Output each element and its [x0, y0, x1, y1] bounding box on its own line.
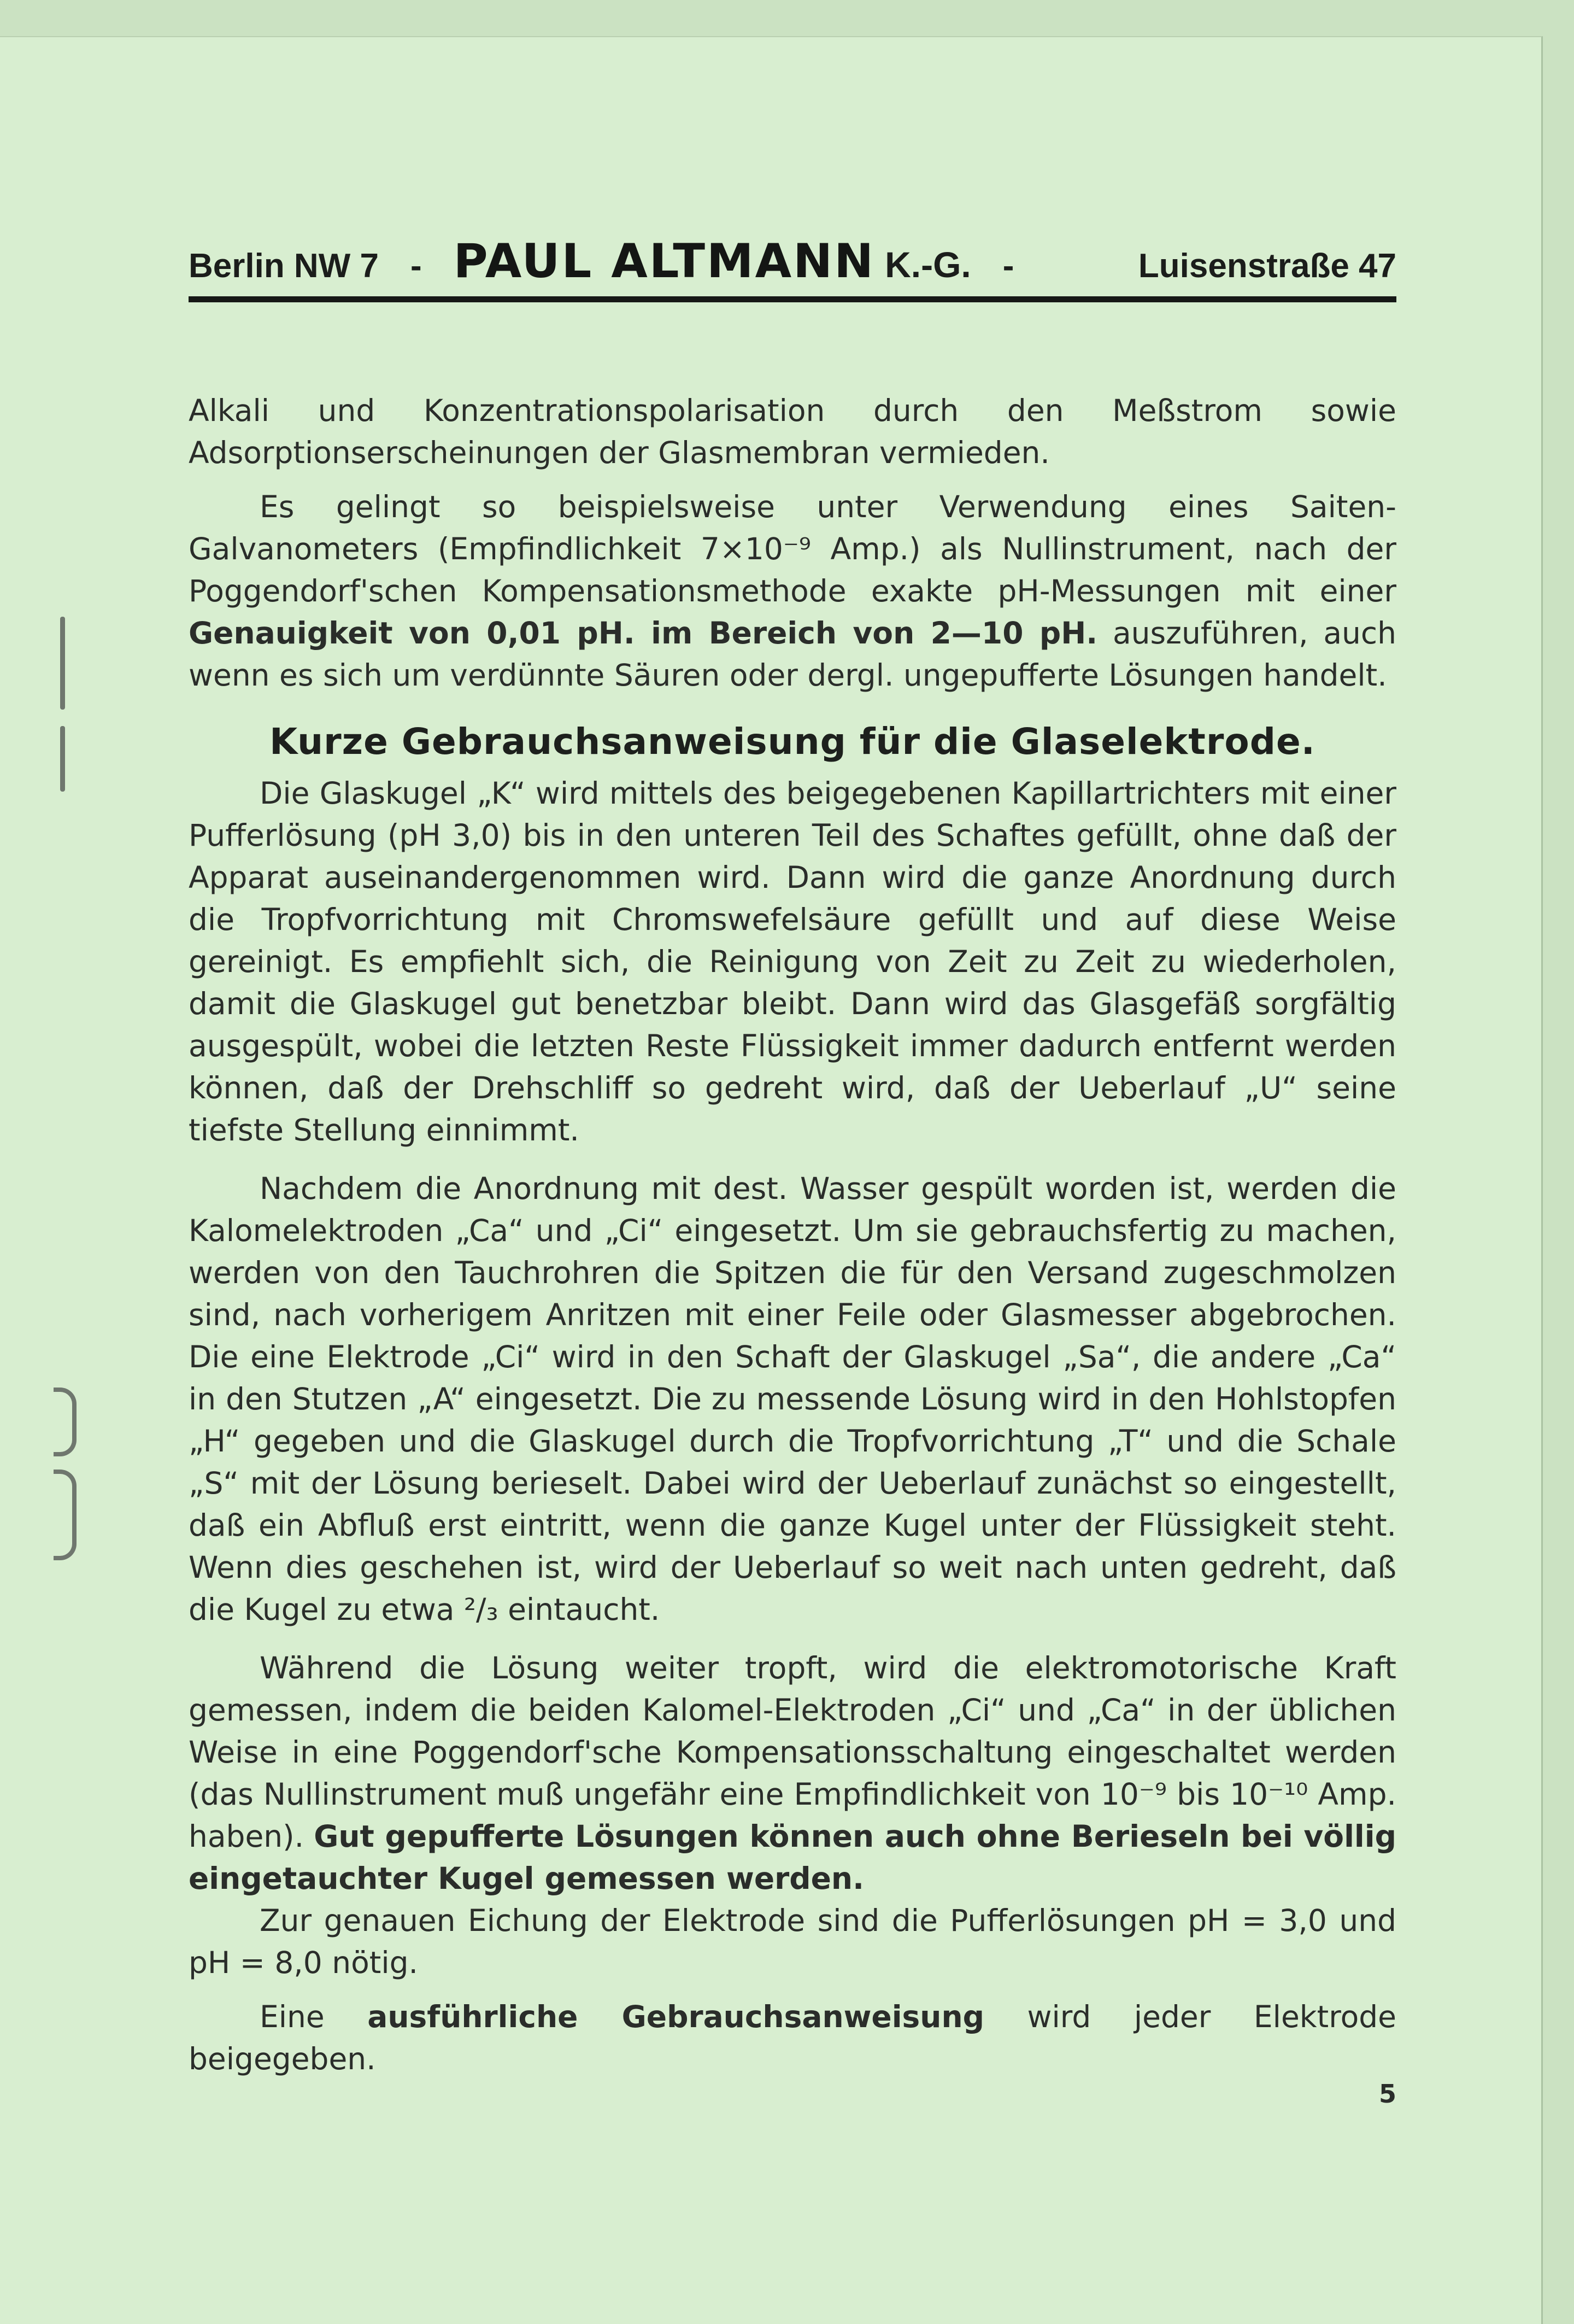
- accuracy-statement: Genauigkeit von 0,01 pH. im Bereich von 2—10 pH.: [189, 616, 1098, 651]
- header-separator: -: [1002, 247, 1014, 285]
- staple-mark: [60, 617, 65, 710]
- header-address: Luisenstraße 47: [1138, 247, 1396, 285]
- buffered-solutions-note: Gut gepufferte Lösungen können auch ohne Berieseln bei völlig eingetauchter Kugel gemessen werden.: [189, 1819, 1396, 1896]
- header-city: Berlin NW 7: [189, 247, 379, 285]
- header-firm-suffix: K.-G.: [885, 244, 971, 285]
- header-separator: -: [410, 247, 422, 285]
- section-heading: Kurze Gebrauchsanweisung für die Glaselektrode.: [269, 721, 1315, 763]
- instructions-paragraph-2: Nachdem die Anordnung mit dest. Wasser gespült worden ist, werden die Kalomelektroden „Ca“ und „Ci“ eingesetzt. Um sie gebrauchsfertig zu machen, werden von den Tauchrohren die Spitzen die für den Versand zugeschmolzen sind, nach vorherigem Anritzen mit einer Feile oder Glasmesser abgebrochen. Die eine Elektrode „Ci“ wird in den Schaft der Glaskugel „Sa“, die andere „Ca“ in den Stutzen „A“ eingesetzt. Die zu messende Lösung wird in den Hohlstopfen „H“ gegeben und die Glaskugel durch die Tropfvorrichtung „T“ und die Schale „S“ mit der Lösung berieselt. Dabei wird der Ueberlauf zunächst so eingestellt, daß ein Abfluß erst eintritt, wenn die ganze Kugel unter der Flüssigkeit steht. Wenn dies geschehen ist, wird der Ueberlauf so weit nach unten gedreht, daß die Kugel zu etwa ²/₃ eintaucht.: [189, 1171, 1396, 1627]
- letterhead: [189, 234, 1396, 302]
- instructions-paragraph-5: Eine ausführliche Gebrauchsanweisung wird jeder Elektrode beigegeben.: [189, 1999, 1397, 2076]
- staple-mark: [54, 1470, 77, 1560]
- page-sheet: [0, 36, 1543, 2324]
- intro-paragraph-2: Es gelingt so beispielsweise unter Verwendung eines Saiten-Galvanometers (Empfindlichkeit 7×10⁻⁹ Amp.) als Nullinstrument, nach der Poggendorf'schen Kompensationsmethode exakte pH-Messungen mit einer Genauigkeit von 0,01 pH. im Bereich von 2—10 pH. auszuführen, auch wenn es sich um verdünnte Säuren oder dergl. ungepufferte Lösungen handelt.: [189, 489, 1397, 693]
- instructions-paragraph-4: Zur genauen Eichung der Elektrode sind die Pufferlösungen pH = 3,0 und pH = 8,0 nötig.: [189, 1903, 1396, 1980]
- staple-mark: [54, 1388, 77, 1456]
- page-content: [189, 234, 1397, 2109]
- instructions-paragraph-1: Die Glaskugel „K“ wird mittels des beigegebenen Kapillartrichters mit einer Pufferlösung (pH 3,0) bis in den unteren Teil des Schaftes gefüllt, ohne daß der Apparat auseinandergenommen wird. Dann wird die ganze Anordnung durch die Tropfvorrichtung mit Chromswefelsäure gefüllt und auf diese Weise gereinigt. Es empfiehlt sich, die Reinigung von Zeit zu Zeit zu wiederholen, damit die Glaskugel gut benetzbar bleibt. Dann wird das Glasgefäß sorgfältig ausgespült, wobei die letzten Reste Flüssigkeit immer dadurch entfernt werden können, daß der Drehschliff so gedreht wird, daß der Ueberlauf „U“ seine tiefste Stellung einnimmt.: [189, 776, 1396, 1148]
- instructions-paragraph-3: Während die Lösung weiter tropft, wird die elektromotorische Kraft gemessen, indem die beiden Kalomel-Elektroden „Ci“ und „Ca“ in der üblichen Weise in eine Poggendorf'sche Kompensationsschaltung eingeschaltet werden (das Nullinstrument muß ungefähr eine Empfindlichkeit von 10⁻⁹ bis 10⁻¹⁰ Amp. haben). Gut gepufferte Lösungen können auch ohne Berieseln bei völlig eingetauchter Kugel gemessen werden.: [189, 1650, 1396, 1896]
- intro-paragraph-1: Alkali und Konzentrationspolarisation durch den Meßstrom sowie Adsorptionserscheinungen der Glasmembran vermieden.: [189, 393, 1396, 470]
- staple-mark: [60, 726, 65, 792]
- header-firm: PAUL ALTMANN: [453, 234, 876, 289]
- page-number: 5: [1378, 2079, 1396, 2109]
- manual-note: ausführliche Gebrauchsanweisung: [367, 1999, 984, 2034]
